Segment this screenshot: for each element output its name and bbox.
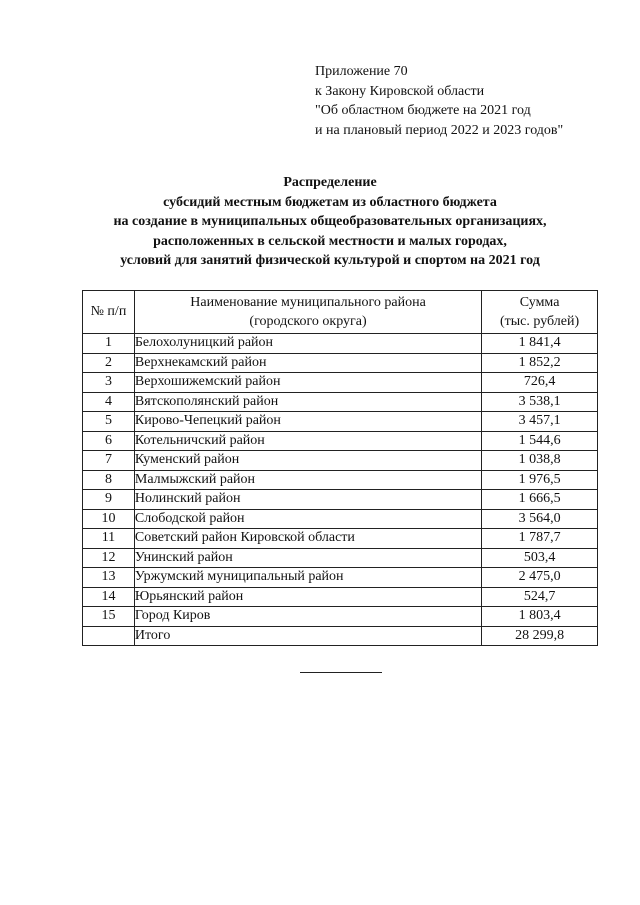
table-header-row <box>83 291 598 334</box>
row-number: 5 <box>83 412 135 432</box>
subsidy-amount: 1 787,7 <box>482 529 598 549</box>
document-title <box>60 173 600 271</box>
header-sum-line-2: (тыс. рублей) <box>500 314 580 329</box>
subsidy-amount: 524,7 <box>482 587 598 607</box>
subsidy-amount: 1 038,8 <box>482 451 598 471</box>
district-name: Унинский район <box>134 548 481 568</box>
header-district-name-line-1: Наименование муниципального района <box>190 295 426 310</box>
row-number: 2 <box>83 353 135 373</box>
district-name: Кирово-Чепецкий район <box>134 412 481 432</box>
district-name: Уржумский муниципальный район <box>134 568 481 588</box>
title-line-4: расположенных в сельской местности и малых городах, <box>153 233 507 249</box>
district-name: Вятскополянский район <box>134 392 481 412</box>
row-number: 7 <box>83 451 135 471</box>
district-name: Котельничский район <box>134 431 481 451</box>
row-number: 10 <box>83 509 135 529</box>
appendix-reference <box>315 62 563 140</box>
subsidy-amount: 1 976,5 <box>482 470 598 490</box>
table-total-row <box>83 626 598 646</box>
table-row <box>83 392 598 412</box>
row-number: 1 <box>83 334 135 354</box>
district-name: Малмыжский район <box>134 470 481 490</box>
subsidy-amount: 503,4 <box>482 548 598 568</box>
row-number: 8 <box>83 470 135 490</box>
row-number: 13 <box>83 568 135 588</box>
table-row <box>83 568 598 588</box>
title-line-5: условий для занятий физической культурой и спортом на 2021 год <box>120 253 540 268</box>
total-amount: 28 299,8 <box>482 626 598 646</box>
district-name: Слободской район <box>134 509 481 529</box>
row-number: 15 <box>83 607 135 627</box>
district-name: Юрьянский район <box>134 587 481 607</box>
subsidy-amount: 726,4 <box>482 373 598 393</box>
row-number: 9 <box>83 490 135 510</box>
table-row <box>83 412 598 432</box>
subsidy-amount: 3 564,0 <box>482 509 598 529</box>
title-line-3: на создание в муниципальных общеобразовательных организациях, <box>113 214 547 229</box>
district-name: Нолинский район <box>134 490 481 510</box>
title-line-1: Распределение <box>283 175 377 190</box>
header-sum-line-1: Сумма <box>519 295 560 310</box>
appendix-number: Приложение 70 <box>315 64 408 79</box>
subsidy-amount: 1 544,6 <box>482 431 598 451</box>
total-number <box>83 626 135 646</box>
header-district-name <box>134 291 481 334</box>
district-name: Город Киров <box>134 607 481 627</box>
subsidy-amount: 3 538,1 <box>482 392 598 412</box>
total-label: Итого <box>134 626 481 646</box>
table-row <box>83 587 598 607</box>
subsidy-amount: 1 852,2 <box>482 353 598 373</box>
header-sum <box>482 291 598 334</box>
appendix-law-title: "Об областном бюджете на 2021 год <box>315 103 531 118</box>
table-row <box>83 470 598 490</box>
table-row <box>83 490 598 510</box>
table-row <box>83 431 598 451</box>
district-name: Белохолуницкий район <box>134 334 481 354</box>
row-number: 12 <box>83 548 135 568</box>
row-number: 4 <box>83 392 135 412</box>
subsidy-distribution-table <box>82 290 598 646</box>
district-name: Куменский район <box>134 451 481 471</box>
row-number: 14 <box>83 587 135 607</box>
table-row <box>83 548 598 568</box>
subsidy-amount: 1 841,4 <box>482 334 598 354</box>
end-divider <box>300 672 382 673</box>
subsidy-amount: 1 803,4 <box>482 607 598 627</box>
title-line-2: субсидий местным бюджетам из областного бюджета <box>163 194 497 210</box>
table-row <box>83 334 598 354</box>
district-name: Верхошижемский район <box>134 373 481 393</box>
header-number: № п/п <box>83 291 135 334</box>
table-row <box>83 353 598 373</box>
table-row <box>83 509 598 529</box>
district-name: Верхнекамский район <box>134 353 481 373</box>
table-row <box>83 607 598 627</box>
district-name: Советский район Кировской области <box>134 529 481 549</box>
subsidy-amount: 2 475,0 <box>482 568 598 588</box>
subsidy-amount: 1 666,5 <box>482 490 598 510</box>
appendix-law: к Закону Кировской области <box>315 83 485 99</box>
row-number: 6 <box>83 431 135 451</box>
table-row <box>83 373 598 393</box>
row-number: 11 <box>83 529 135 549</box>
appendix-law-period: и на плановый период 2022 и 2023 годов" <box>315 122 564 138</box>
header-district-name-line-2: (городского округа) <box>249 314 367 329</box>
subsidy-amount: 3 457,1 <box>482 412 598 432</box>
table-row <box>83 451 598 471</box>
table-row <box>83 529 598 549</box>
row-number: 3 <box>83 373 135 393</box>
